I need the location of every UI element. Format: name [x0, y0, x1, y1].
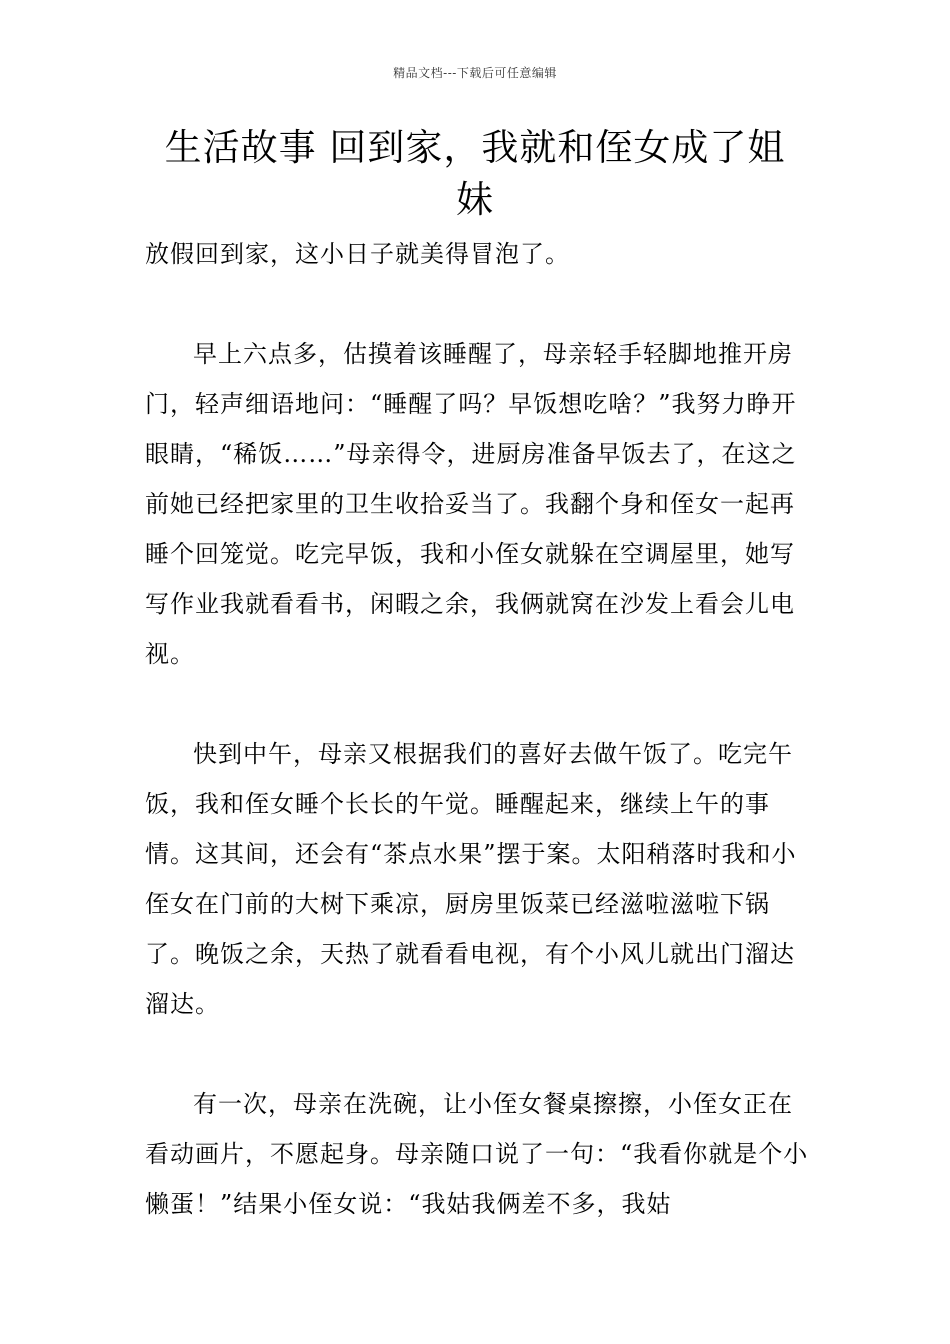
paragraph-gap	[145, 679, 810, 729]
paragraph-morning: 早上六点多，估摸着该睡醒了，母亲轻手轻脚地推开房门，轻声细语地问：“睡醒了吗？早饭想吃啥？”我努力睁开眼睛，“稀饭……”母亲得令，进厨房准备早饭去了，在这之前她已经把家里的卫生收拾妥当了。我翻个身和侄女一起再睡个回笼觉。吃完早饭，我和小侄女就躲在空调屋里，她写写作业我就看看书，闲暇之余，我俩就窝在沙发上看会儿电视。	[145, 340, 797, 668]
paragraph-noon: 快到中午，母亲又根据我们的喜好去做午饭了。吃完午饭，我和侄女睡个长长的午觉。睡醒起来，继续上午的事情。这其间，还会有“茶点水果”摆于案。太阳稍落时我和小侄女在门前的大树下乘凉，厨房里饭菜已经滋啦滋啦下锅了。晚饭之余，天热了就看看电视，有个小风儿就出门溜达溜达。	[145, 740, 797, 1018]
paragraph-gap	[145, 279, 810, 329]
document-body	[145, 229, 810, 1229]
paragraph-anecdote: 有一次，母亲在洗碗，让小侄女餐桌擦擦，小侄女正在看动画片，不愿起身。母亲随口说了一句：“我看你就是个小懒蛋！”结果小侄女说：“我姑我俩差不多，我姑	[145, 1090, 809, 1218]
document-title: 生活故事 回到家，我就和侄女成了姐妹	[164, 126, 786, 221]
header-note: 精品文档---下载后可任意编辑	[393, 66, 557, 80]
paragraph-intro: 放假回到家，这小日子就美得冒泡了。	[145, 240, 570, 268]
paragraph-gap	[145, 1029, 810, 1079]
